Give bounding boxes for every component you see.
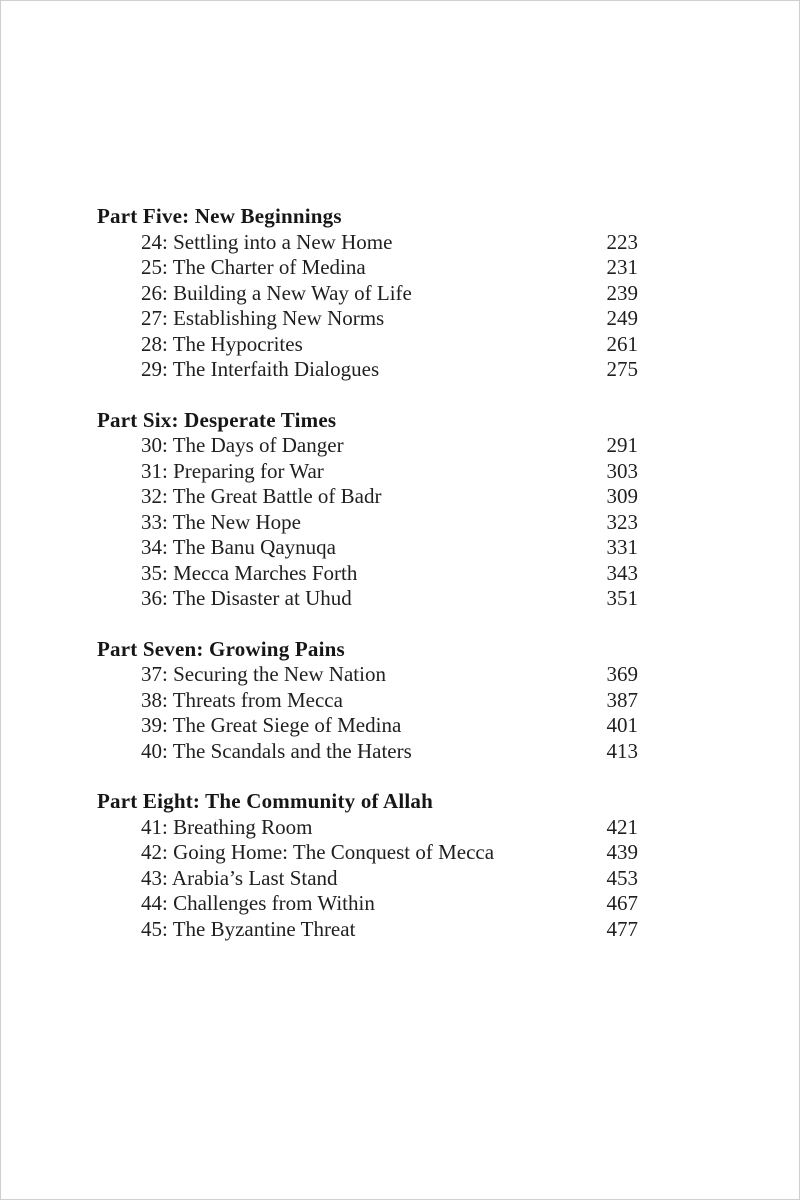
toc-entry	[97, 866, 638, 892]
chapter-page-number: 249	[606, 306, 638, 330]
chapter-title: 27: Establishing New Norms	[141, 306, 385, 330]
toc-entry	[97, 688, 638, 714]
toc-entry	[97, 357, 638, 383]
toc-entry	[97, 510, 638, 536]
chapter-title: 31: Preparing for War	[141, 458, 324, 483]
chapter-title: 42: Going Home: The Conquest of Mecca	[141, 840, 495, 864]
chapter-title: 33: The New Hope	[141, 509, 301, 534]
chapter-page-number: 343	[606, 560, 638, 585]
chapter-title: 32: The Great Battle of Badr	[141, 484, 382, 508]
toc-entry	[97, 332, 638, 358]
toc-entry	[97, 306, 638, 332]
chapter-title: 30: The Days of Danger	[141, 433, 344, 457]
chapter-page-number: 369	[606, 662, 638, 686]
chapter-title: 45: The Byzantine Threat	[141, 916, 356, 941]
chapter-page-number: 413	[606, 738, 638, 763]
toc-entry	[97, 891, 638, 917]
toc-section	[97, 789, 638, 942]
chapter-title: 26: Building a New Way of Life	[141, 280, 412, 305]
chapter-title: 37: Securing the New Nation	[141, 662, 386, 686]
part-heading: Part Eight: The Community of Allah	[97, 789, 434, 813]
chapter-title: 44: Challenges from Within	[141, 891, 375, 915]
toc-section	[97, 637, 638, 765]
chapter-page-number: 239	[606, 280, 638, 305]
toc-entry	[97, 917, 638, 943]
chapter-page-number: 261	[606, 331, 638, 356]
table-of-contents	[97, 204, 638, 967]
chapter-page-number: 439	[606, 840, 638, 864]
chapter-page-number: 275	[606, 357, 638, 381]
toc-entry	[97, 433, 638, 459]
chapter-title: 36: The Disaster at Uhud	[141, 586, 352, 610]
chapter-page-number: 223	[606, 229, 638, 254]
chapter-page-number: 323	[606, 509, 638, 534]
part-heading: Part Five: New Beginnings	[97, 204, 342, 228]
chapter-title: 35: Mecca Marches Forth	[141, 560, 358, 585]
chapter-page-number: 231	[606, 255, 638, 279]
part-heading: Part Seven: Growing Pains	[97, 636, 345, 661]
chapter-page-number: 291	[606, 433, 638, 457]
toc-section	[97, 408, 638, 612]
toc-section	[97, 204, 638, 383]
chapter-title: 34: The Banu Qaynuqa	[141, 535, 336, 559]
toc-entry	[97, 561, 638, 587]
chapter-page-number: 467	[606, 891, 638, 915]
toc-entry	[97, 281, 638, 307]
toc-entry	[97, 739, 638, 765]
chapter-title: 29: The Interfaith Dialogues	[141, 357, 380, 381]
toc-entry	[97, 713, 638, 739]
chapter-page-number: 331	[606, 535, 638, 559]
toc-entry	[97, 840, 638, 866]
chapter-page-number: 309	[606, 484, 638, 508]
toc-entry	[97, 815, 638, 841]
chapter-title: 41: Breathing Room	[141, 814, 313, 839]
part-heading: Part Six: Desperate Times	[97, 407, 337, 432]
chapter-title: 24: Settling into a New Home	[141, 229, 393, 254]
toc-entry	[97, 586, 638, 612]
chapter-page-number: 453	[606, 865, 638, 890]
chapter-page-number: 303	[606, 458, 638, 483]
toc-entry	[97, 255, 638, 281]
chapter-title: 39: The Great Siege of Medina	[141, 713, 402, 737]
chapter-page-number: 387	[606, 687, 638, 712]
toc-entry	[97, 459, 638, 485]
chapter-page-number: 421	[606, 814, 638, 839]
toc-entry	[97, 484, 638, 510]
chapter-title: 40: The Scandals and the Haters	[141, 738, 412, 763]
chapter-page-number: 351	[606, 586, 638, 610]
chapter-page-number: 401	[606, 713, 638, 737]
chapter-title: 28: The Hypocrites	[141, 331, 303, 356]
chapter-title: 25: The Charter of Medina	[141, 255, 366, 279]
toc-entry	[97, 662, 638, 688]
chapter-title: 43: Arabia’s Last Stand	[141, 865, 338, 890]
chapter-title: 38: Threats from Mecca	[141, 687, 343, 712]
chapter-page-number: 477	[606, 916, 638, 941]
toc-entry	[97, 535, 638, 561]
toc-entry	[97, 230, 638, 256]
